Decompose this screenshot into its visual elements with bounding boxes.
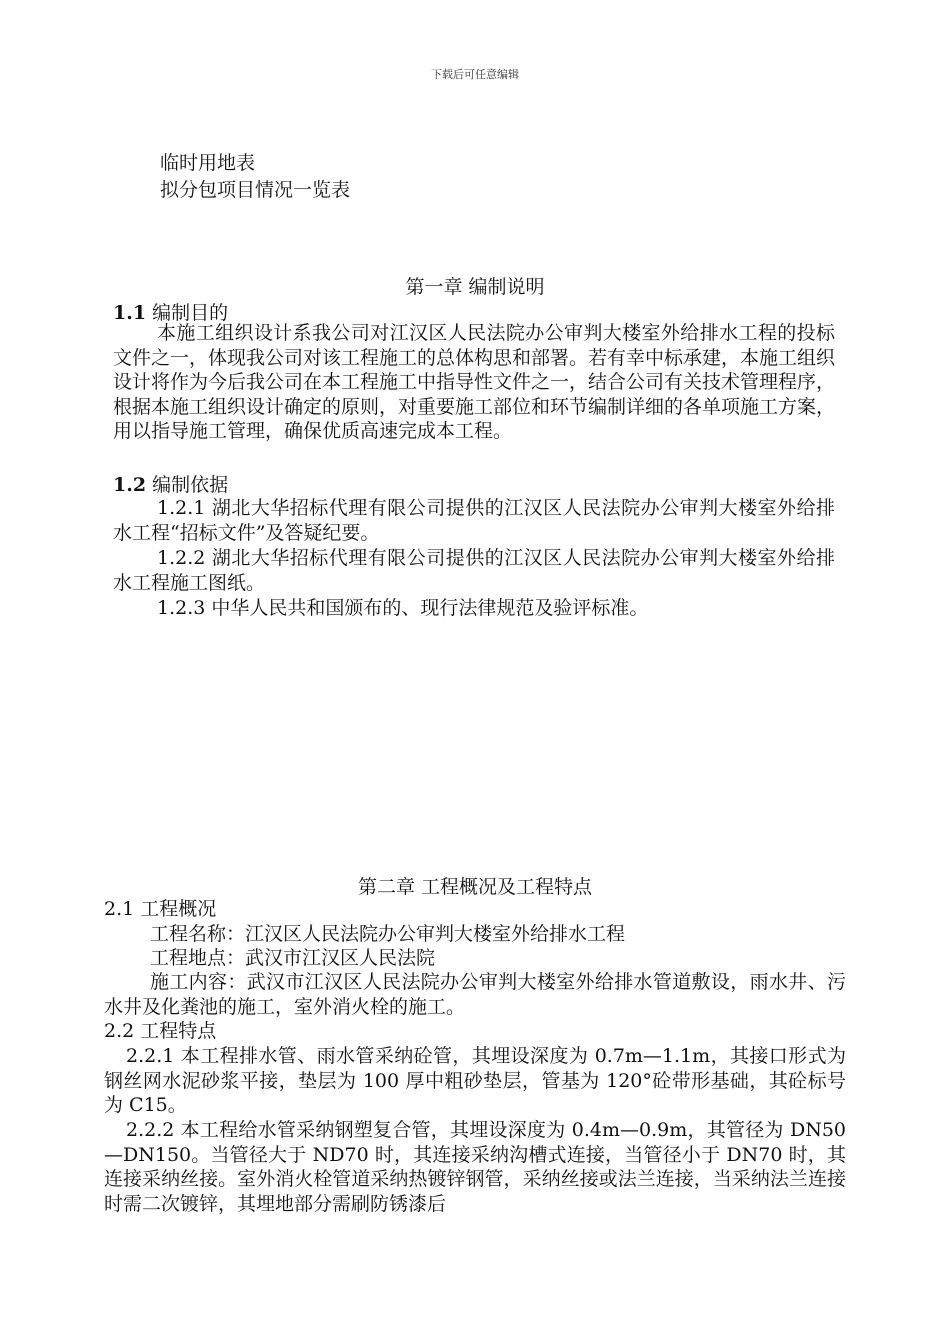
feature-paragraph: 2.2.2 本工程给水管采纳钢塑复合管，其埋设深度为 0.4m—0.9m，其管径为 DN50—DN150。当管径大于 ND70 时，其连接采纳沟槽式连接，当管径小于 DN70 时，其连接采纳丝接。室外消火栓管道采纳热镀锌钢管，采纳丝接或法兰连接，当采纳法兰连接时需二次镀锌，其埋地部分需刷防锈漆后 (104, 1119, 846, 1215)
project-name: 工程名称：江汉区人民法院办公审判大楼室外给排水工程 (150, 923, 626, 945)
section-2-2-heading: 2.2 工程特点 (104, 1020, 217, 1042)
toc-item: 临时用地表 (160, 152, 256, 174)
page-header-note: 下载后可任意编辑 (431, 68, 519, 81)
section-number: 1.2 (113, 474, 147, 496)
chapter-1-title: 第一章 编制说明 (405, 276, 545, 298)
project-location: 工程地点：武汉市江汉区人民法院 (150, 947, 436, 969)
purpose-paragraph: 本施工组织设计系我公司对江汉区人民法院办公审判大楼室外给排水工程的投标文件之一，体现我公司对该工程施工的总体构思和部署。若有幸中标承建，本施工组织设计将作为今后我公司在本工程施工中指导性文件之一，结合公司有关技术管理程序，根据本施工组织设计确定的原则，对重要施工部位和环节编制详细的各单项施工方案，用以指导施工管理，确保优质高速完成本工程。 (113, 322, 836, 442)
feature-paragraph: 2.2.1 本工程排水管、雨水管采纳砼管，其埋设深度为 0.7m—1.1m，其接口形式为钢丝网水泥砂浆平接，垫层为 100 厚中粗砂垫层，管基为 120°砼带形基础，其砼标号为 C15。 (104, 1045, 846, 1116)
toc-item: 拟分包项目情况一览表 (160, 179, 351, 201)
section-title: 编制目的 (152, 302, 229, 324)
chapter-2-title: 第二章 工程概况及工程特点 (357, 876, 593, 898)
basis-item: 1.2.1 湖北大华招标代理有限公司提供的江汉区人民法院办公审判大楼室外给排水工程“招标文件”及答疑纪要。 (113, 497, 835, 544)
section-number: 1.1 (113, 302, 147, 324)
section-title: 编制依据 (152, 474, 229, 496)
section-1-2-heading (113, 470, 228, 497)
basis-item: 1.2.2 湖北大华招标代理有限公司提供的江汉区人民法院办公审判大楼室外给排水工程施工图纸。 (113, 547, 835, 594)
section-2-1-heading: 2.1 工程概况 (104, 898, 217, 920)
basis-item: 1.2.3 中华人民共和国颁布的、现行法律规范及验评标准。 (157, 597, 649, 619)
project-scope: 施工内容：武汉市江汉区人民法院办公审判大楼室外给排水管道敷设，雨水井、污水井及化粪池的施工，室外消火栓的施工。 (104, 971, 846, 1018)
